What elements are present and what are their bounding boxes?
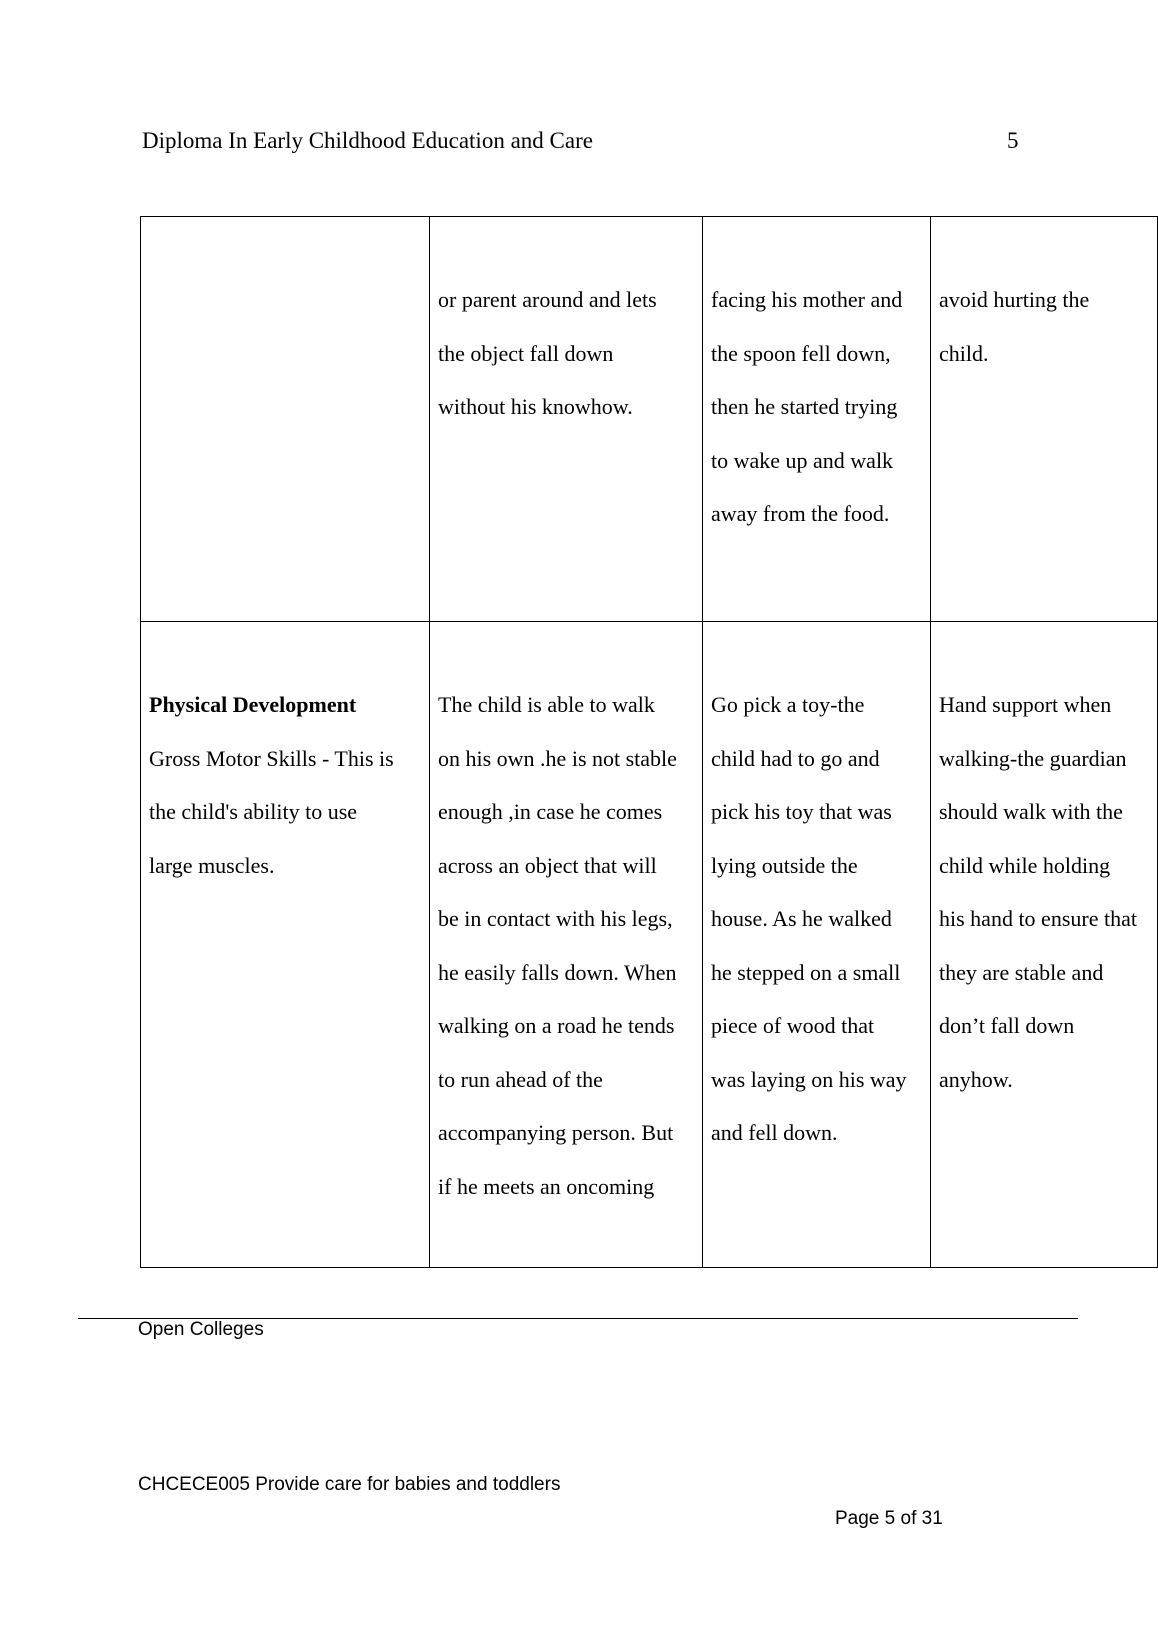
footer-page-info: Page 5 of 31 (835, 1508, 943, 1529)
cell-line: walking-the guardian (939, 745, 1127, 771)
observation-table (140, 216, 1158, 1268)
cell-line: don’t fall down (939, 1013, 1075, 1038)
cell-line: should walk with the (939, 799, 1123, 824)
development-area-heading: Physical Development (149, 692, 357, 717)
cell-line: anyhow. (939, 1066, 1013, 1092)
cell-line: child. (939, 340, 989, 366)
table-cell-example (703, 622, 931, 1268)
cell-line: to wake up and walk (711, 447, 894, 473)
cell-line: piece of wood that (711, 1013, 875, 1038)
table-cell-area (141, 217, 430, 622)
cell-line: he stepped on a small (711, 959, 901, 985)
cell-line: lying outside the (711, 852, 858, 878)
cell-line: on his own .he is not stable (438, 745, 677, 771)
cell-line: if he meets an oncoming (438, 1173, 655, 1199)
running-header-title: Diploma In Early Childhood Education and Care (142, 128, 593, 153)
cell-line: the spoon fell down, (711, 340, 891, 366)
cell-line: The child is able to walk (438, 692, 655, 717)
cell-line: enough ,in case he comes (438, 799, 663, 824)
table-cell-support (931, 217, 1158, 622)
cell-line: without his knowhow. (438, 394, 633, 419)
cell-line: house. As he walked (711, 906, 892, 931)
cell-line: child had to go and (711, 745, 880, 771)
cell-line: the object fall down (438, 340, 614, 366)
cell-line: large muscles. (149, 852, 275, 878)
table-row (141, 217, 1158, 622)
cell-line: his hand to ensure that (939, 906, 1137, 931)
cell-line: to run ahead of the (438, 1066, 603, 1092)
cell-line: avoid hurting the (939, 287, 1090, 312)
cell-line: they are stable and (939, 959, 1104, 985)
footer-unit-title: CHCECE005 Provide care for babies and toddlers (138, 1474, 561, 1495)
cell-line: be in contact with his legs, (438, 906, 673, 931)
cell-line: away from the food. (711, 501, 890, 526)
table-cell-example (703, 217, 931, 622)
cell-line: was laying on his way (711, 1066, 907, 1092)
table-row (141, 622, 1158, 1268)
cell-line: the child's ability to use (149, 799, 358, 824)
cell-line: and fell down. (711, 1120, 838, 1145)
cell-line: walking on a road he tends (438, 1013, 675, 1038)
cell-line: he easily falls down. When (438, 959, 677, 985)
table-cell-observation (430, 622, 703, 1268)
table-cell-observation (430, 217, 703, 622)
table-cell-area (141, 622, 430, 1268)
cell-line: Hand support when (939, 692, 1112, 717)
cell-line: Gross Motor Skills - This is (149, 745, 394, 771)
cell-line: child while holding (939, 852, 1111, 878)
cell-line: across an object that will (438, 852, 657, 878)
cell-line: pick his toy that was (711, 799, 892, 824)
cell-line: or parent around and lets (438, 287, 657, 312)
cell-line: then he started trying (711, 394, 898, 419)
table-cell-support (931, 622, 1158, 1268)
cell-line: accompanying person. But (438, 1120, 674, 1145)
footer-organization: Open Colleges (138, 1319, 264, 1340)
cell-line: Go pick a toy-the (711, 692, 865, 717)
running-header-page-number: 5 (1007, 128, 1019, 153)
cell-line: facing his mother and (711, 287, 903, 312)
